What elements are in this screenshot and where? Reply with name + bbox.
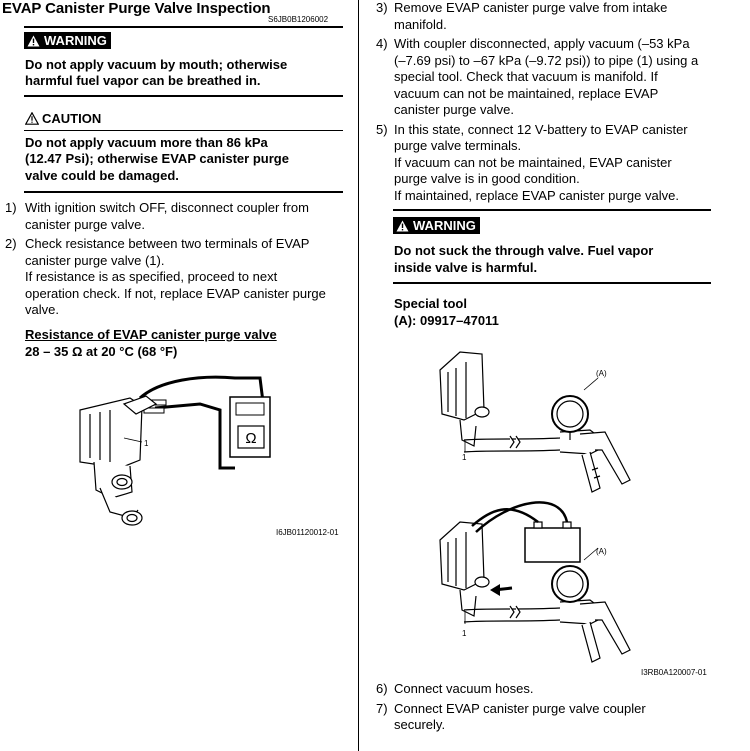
caution-label: CAUTION	[42, 111, 102, 126]
step-text: With ignition switch OFF, disconnect coupler from	[25, 200, 309, 215]
figure-code: I6JB01120012-01	[276, 528, 339, 537]
right-warning-text-line-2: inside valve is harmful.	[394, 260, 538, 275]
callout-a-upper: (A)	[596, 369, 607, 378]
spec-value: 28 – 35 Ω at 20 °C (68 °F)	[25, 344, 178, 359]
callout-a-lower: (A)	[596, 547, 607, 556]
left-steps	[5, 200, 350, 319]
callout-1-upper: 1	[462, 453, 467, 462]
spec-title: Resistance of EVAP canister purge valve	[25, 327, 277, 342]
section-code: S6JB0B1206002	[268, 15, 329, 24]
step-text: canister purge valve (1).	[25, 252, 165, 268]
step-text: special tool. Check that vacuum is manifold. If	[394, 69, 658, 84]
step-7	[376, 701, 748, 734]
caution-text-line-3: valve could be damaged.	[25, 168, 179, 183]
step-number: 4)	[376, 36, 388, 51]
right-steps-bottom	[376, 681, 748, 734]
caution-title-rule	[24, 130, 343, 131]
warning-triangle-icon	[396, 220, 409, 232]
special-tool-label: Special tool	[394, 296, 467, 311]
step-text: Check resistance between two terminals of EVAP	[25, 236, 310, 251]
step-2	[5, 236, 350, 319]
step-number: 7)	[376, 700, 388, 716]
step-text: canister purge valve.	[25, 216, 145, 232]
step-number: 5)	[376, 121, 388, 137]
step-text: With coupler disconnected, apply vacuum (–53 kPa	[394, 36, 690, 51]
warning-label: WARNING	[44, 33, 107, 48]
resistance-check-figure	[60, 370, 350, 540]
step-number: 1)	[5, 200, 17, 215]
ohm-symbol: Ω	[245, 430, 257, 447]
step-1	[5, 200, 350, 233]
caution-text-line-1: Do not apply vacuum more than 86 kPa	[25, 135, 268, 150]
step-text: If vacuum can not be maintained, EVAP canister	[394, 154, 672, 170]
caution-text-line-2: (12.47 Psi); otherwise EVAP canister purge	[25, 151, 289, 166]
right-warning-rule	[393, 282, 711, 284]
step-text: If resistance is as specified, proceed to next	[25, 269, 278, 284]
step-4	[376, 36, 748, 119]
step-text: valve.	[25, 302, 59, 317]
warning-text-line-2: harmful fuel vapor can be breathed in.	[25, 73, 261, 88]
special-tool-value: (A): 09917–47011	[394, 313, 499, 328]
step-text: If maintained, replace EVAP canister purge valve.	[394, 187, 679, 203]
warning-label: WARNING	[413, 218, 476, 233]
callout-1: 1	[144, 439, 149, 448]
caution-triangle-icon	[25, 112, 39, 125]
step-text: canister purge valve.	[394, 102, 514, 117]
right-figure-code: I3RB0A120007-01	[641, 668, 707, 677]
step-text: Connect vacuum hoses.	[394, 681, 534, 696]
step-text: purge valve is in good condition.	[394, 171, 580, 186]
right-steps-top	[376, 0, 748, 204]
step-text: Remove EVAP canister purge valve from intake	[394, 0, 668, 15]
callout-1-lower: 1	[462, 629, 467, 638]
right-warning-text-line-1: Do not suck the through valve. Fuel vapor	[394, 243, 654, 258]
step-number: 2)	[5, 236, 17, 251]
step-text: vacuum can not be maintained, replace EVAP	[394, 85, 659, 101]
step-text: purge valve terminals.	[394, 138, 522, 153]
right-warning-badge	[393, 217, 480, 237]
step-number: 3)	[376, 0, 388, 15]
step-text: operation check. If not, replace EVAP canister purge	[25, 285, 326, 301]
right-warning-top-rule	[393, 209, 711, 211]
caution-heading	[25, 111, 101, 126]
page-title: EVAP Canister Purge Valve Inspection	[2, 0, 271, 17]
meter-lead-bottom	[155, 404, 235, 468]
step-text: (–7.69 psi) to –67 kPa (–9.72 psi)) to pipe (1) using a	[394, 52, 699, 68]
warning-text-line-1: Do not apply vacuum by mouth; otherwise	[25, 57, 288, 72]
caution-rule	[24, 191, 343, 193]
warning-badge	[24, 32, 111, 52]
step-6	[376, 681, 748, 698]
vacuum-check-figure	[420, 340, 720, 670]
ohmmeter	[230, 397, 270, 457]
step-3	[376, 0, 748, 33]
lower-test-drawing	[440, 522, 630, 662]
column-divider	[358, 0, 359, 751]
title-rule	[24, 26, 343, 28]
step-number: 6)	[376, 681, 388, 696]
step-text: securely.	[394, 717, 446, 732]
step-text: In this state, connect 12 V-battery to EVAP canister	[394, 121, 688, 137]
step-5	[376, 122, 748, 205]
warning-rule	[24, 95, 343, 97]
step-text: manifold.	[394, 16, 447, 32]
warning-triangle-icon	[27, 35, 40, 47]
evap-valve-drawing	[80, 396, 156, 525]
step-text: Connect EVAP canister purge valve coupler	[394, 700, 646, 716]
